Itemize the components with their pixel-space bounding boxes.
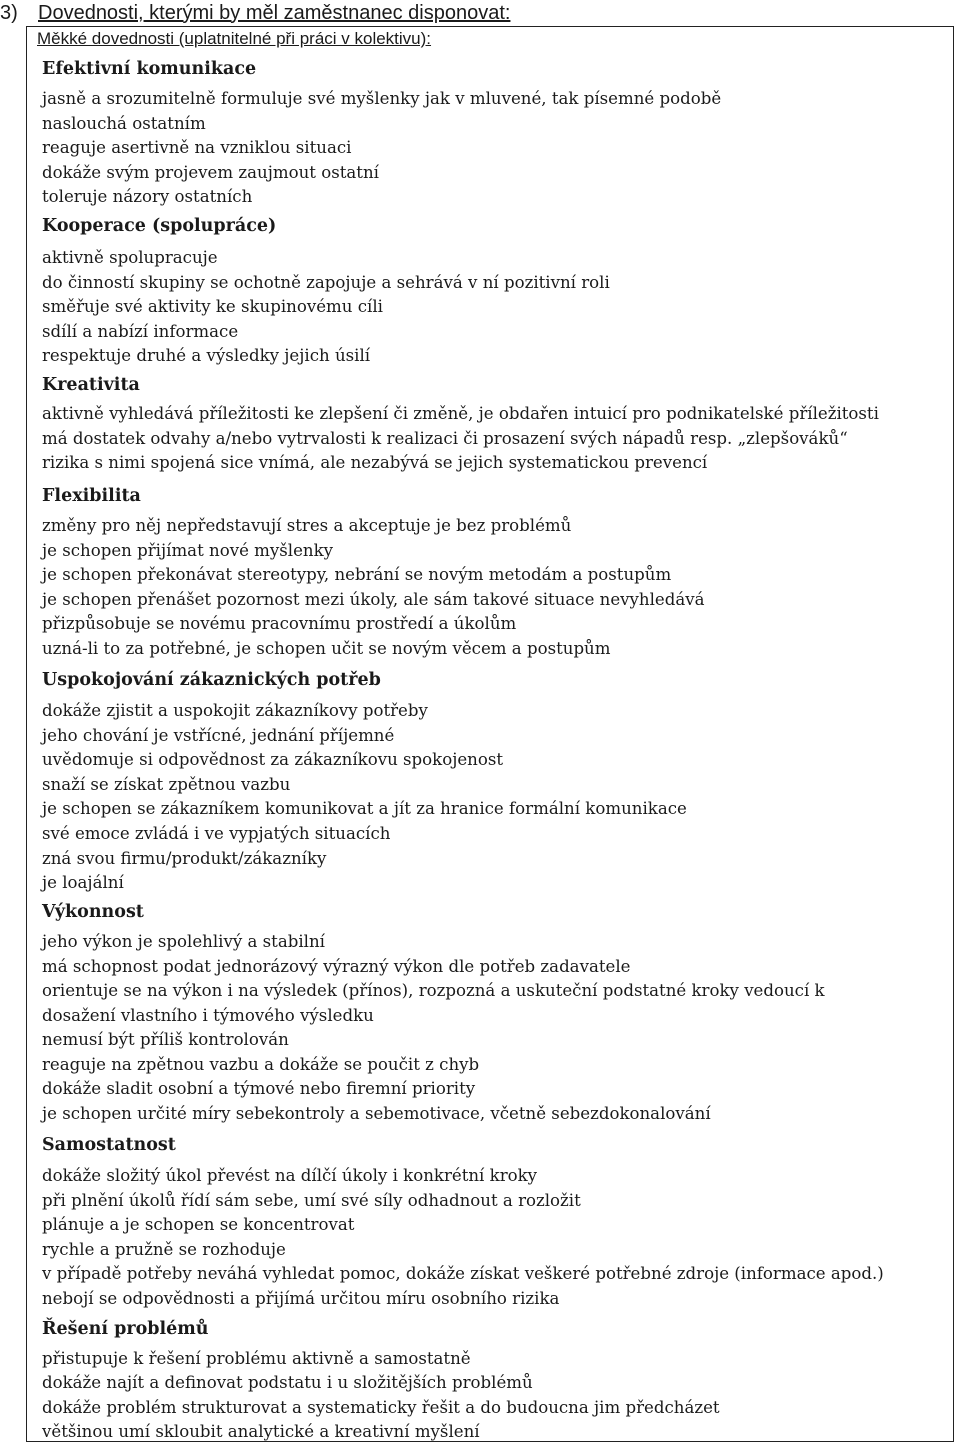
category-heading: Výkonnost <box>42 902 144 922</box>
category-heading: Kreativita <box>42 375 140 395</box>
skill-item: nemusí být příliš kontrolován <box>42 1030 289 1049</box>
skill-item: je schopen překonávat stereotypy, nebrání se novým metodám a postupům <box>42 565 672 585</box>
section-heading <box>0 0 510 26</box>
skill-item: do činností skupiny se ochotně zapojuje a sehrává v ní pozitivní roli <box>42 272 610 292</box>
skill-item: respektuje druhé a výsledky jejich úsilí <box>42 346 371 366</box>
skill-item: dosažení vlastního i týmového výsledku <box>42 1005 374 1025</box>
skill-item: má dostatek odvahy a/nebo vytrvalosti k realizaci či prosazení svých nápadů resp. „zlepšováků“ <box>42 428 848 448</box>
skill-item: plánuje a je schopen se koncentrovat <box>42 1215 355 1235</box>
skill-item: dokáže svým projevem zaujmout ostatní <box>42 162 379 182</box>
skill-item: má schopnost podat jednorázový výrazný výkon dle potřeb zadavatele <box>42 956 631 976</box>
skill-item: dokáže najít a definovat podstatu i u složitějších problémů <box>42 1373 533 1393</box>
skill-item: je loajální <box>42 873 124 893</box>
section-number: 3) <box>0 1 18 24</box>
skill-item: dokáže složitý úkol převést na dílčí úkoly i konkrétní kroky <box>42 1166 538 1185</box>
skill-item: reaguje na zpětnou vazbu a dokáže se poučit z chyb <box>42 1054 480 1074</box>
category-heading: Flexibilita <box>42 486 141 506</box>
skill-item: toleruje názory ostatních <box>42 187 253 207</box>
skill-item: dokáže zjistit a uspokojit zákazníkovy potřeby <box>42 701 428 720</box>
skill-item: sdílí a nabízí informace <box>42 321 239 341</box>
category-heading: Řešení problémů <box>42 1319 209 1339</box>
skill-item: rizika s nimi spojená sice vnímá, ale nezabývá se jejich systematickou prevencí <box>42 453 708 472</box>
skill-item: v případě potřeby neváhá vyhledat pomoc, dokáže získat veškeré potřebné zdroje (informace apod.) <box>42 1264 884 1284</box>
skill-item: naslouchá ostatním <box>42 113 206 133</box>
skill-item: zná svou firmu/produkt/zákazníky <box>42 848 327 868</box>
skill-item: směřuje své aktivity ke skupinovému cíli <box>42 297 383 317</box>
category-heading: Samostatnost <box>42 1135 176 1155</box>
section-title: Dovednosti, kterými by měl zaměstnanec disponovat: <box>38 1 511 24</box>
skill-item: reaguje asertivně na vzniklou situaci <box>42 138 352 158</box>
skill-item: dokáže problém strukturovat a systematicky řešit a do budoucna jim předcházet <box>42 1397 720 1417</box>
skill-item: orientuje se na výkon i na výsledek (přínos), rozpozná a uskuteční podstatné kroky vedoucí k <box>42 981 825 1000</box>
category-heading: Uspokojování zákaznických potřeb <box>42 670 381 690</box>
skill-item: při plnění úkolů řídí sám sebe, umí své síly odhadnout a rozložit <box>42 1190 581 1210</box>
skill-item: nebojí se odpovědnosti a přijímá určitou míru osobního rizika <box>42 1289 560 1308</box>
skill-item: je schopen se zákazníkem komunikovat a jít za hranice formální komunikace <box>42 799 687 819</box>
skill-item: je schopen určité míry sebekontroly a sebemotivace, včetně sebezdokonalování <box>42 1103 711 1123</box>
skill-item: změny pro něj nepředstavují stres a akceptuje je bez problémů <box>42 516 572 535</box>
skill-item: je schopen přijímat nové myšlenky <box>42 540 334 560</box>
skill-item: dokáže sladit osobní a týmové nebo firemní priority <box>42 1079 476 1098</box>
category-heading: Kooperace (spolupráce) <box>42 216 277 236</box>
skill-item: přistupuje k řešení problému aktivně a samostatně <box>42 1349 471 1368</box>
skill-item: jeho výkon je spolehlivý a stabilní <box>42 932 325 951</box>
skill-item: jeho chování je vstřícné, jednání příjemné <box>42 725 395 745</box>
skills-box <box>26 26 954 1442</box>
subtitle: Měkké dovednosti (uplatnitelné při práci v kolektivu): <box>37 29 432 48</box>
skill-item: uzná-li to za potřebné, je schopen učit se novým věcem a postupům <box>42 639 611 658</box>
skill-item: je schopen přenášet pozornost mezi úkoly, ale sám takové situace nevyhledává <box>42 589 705 609</box>
skill-item: své emoce zvládá i ve vypjatých situacích <box>42 824 391 843</box>
skill-item: přizpůsobuje se novému pracovnímu prostředí a úkolům <box>42 614 517 634</box>
skill-item: aktivně spolupracuje <box>42 248 218 267</box>
skill-item: uvědomuje si odpovědnost za zákazníkovu spokojenost <box>42 750 504 770</box>
skill-item: snaží se získat zpětnou vazbu <box>42 774 291 794</box>
category-heading: Efektivní komunikace <box>42 59 257 79</box>
skill-item: většinou umí skloubit analytické a kreativní myšlení <box>42 1422 480 1442</box>
skill-item: jasně a srozumitelně formuluje své myšlenky jak v mluvené, tak písemné podobě <box>42 89 722 108</box>
skill-item: aktivně vyhledává příležitosti ke zlepšení či změně, je obdařen intuicí pro podnikatelské příležitosti <box>42 404 879 423</box>
skill-item: rychle a pružně se rozhoduje <box>42 1239 286 1259</box>
